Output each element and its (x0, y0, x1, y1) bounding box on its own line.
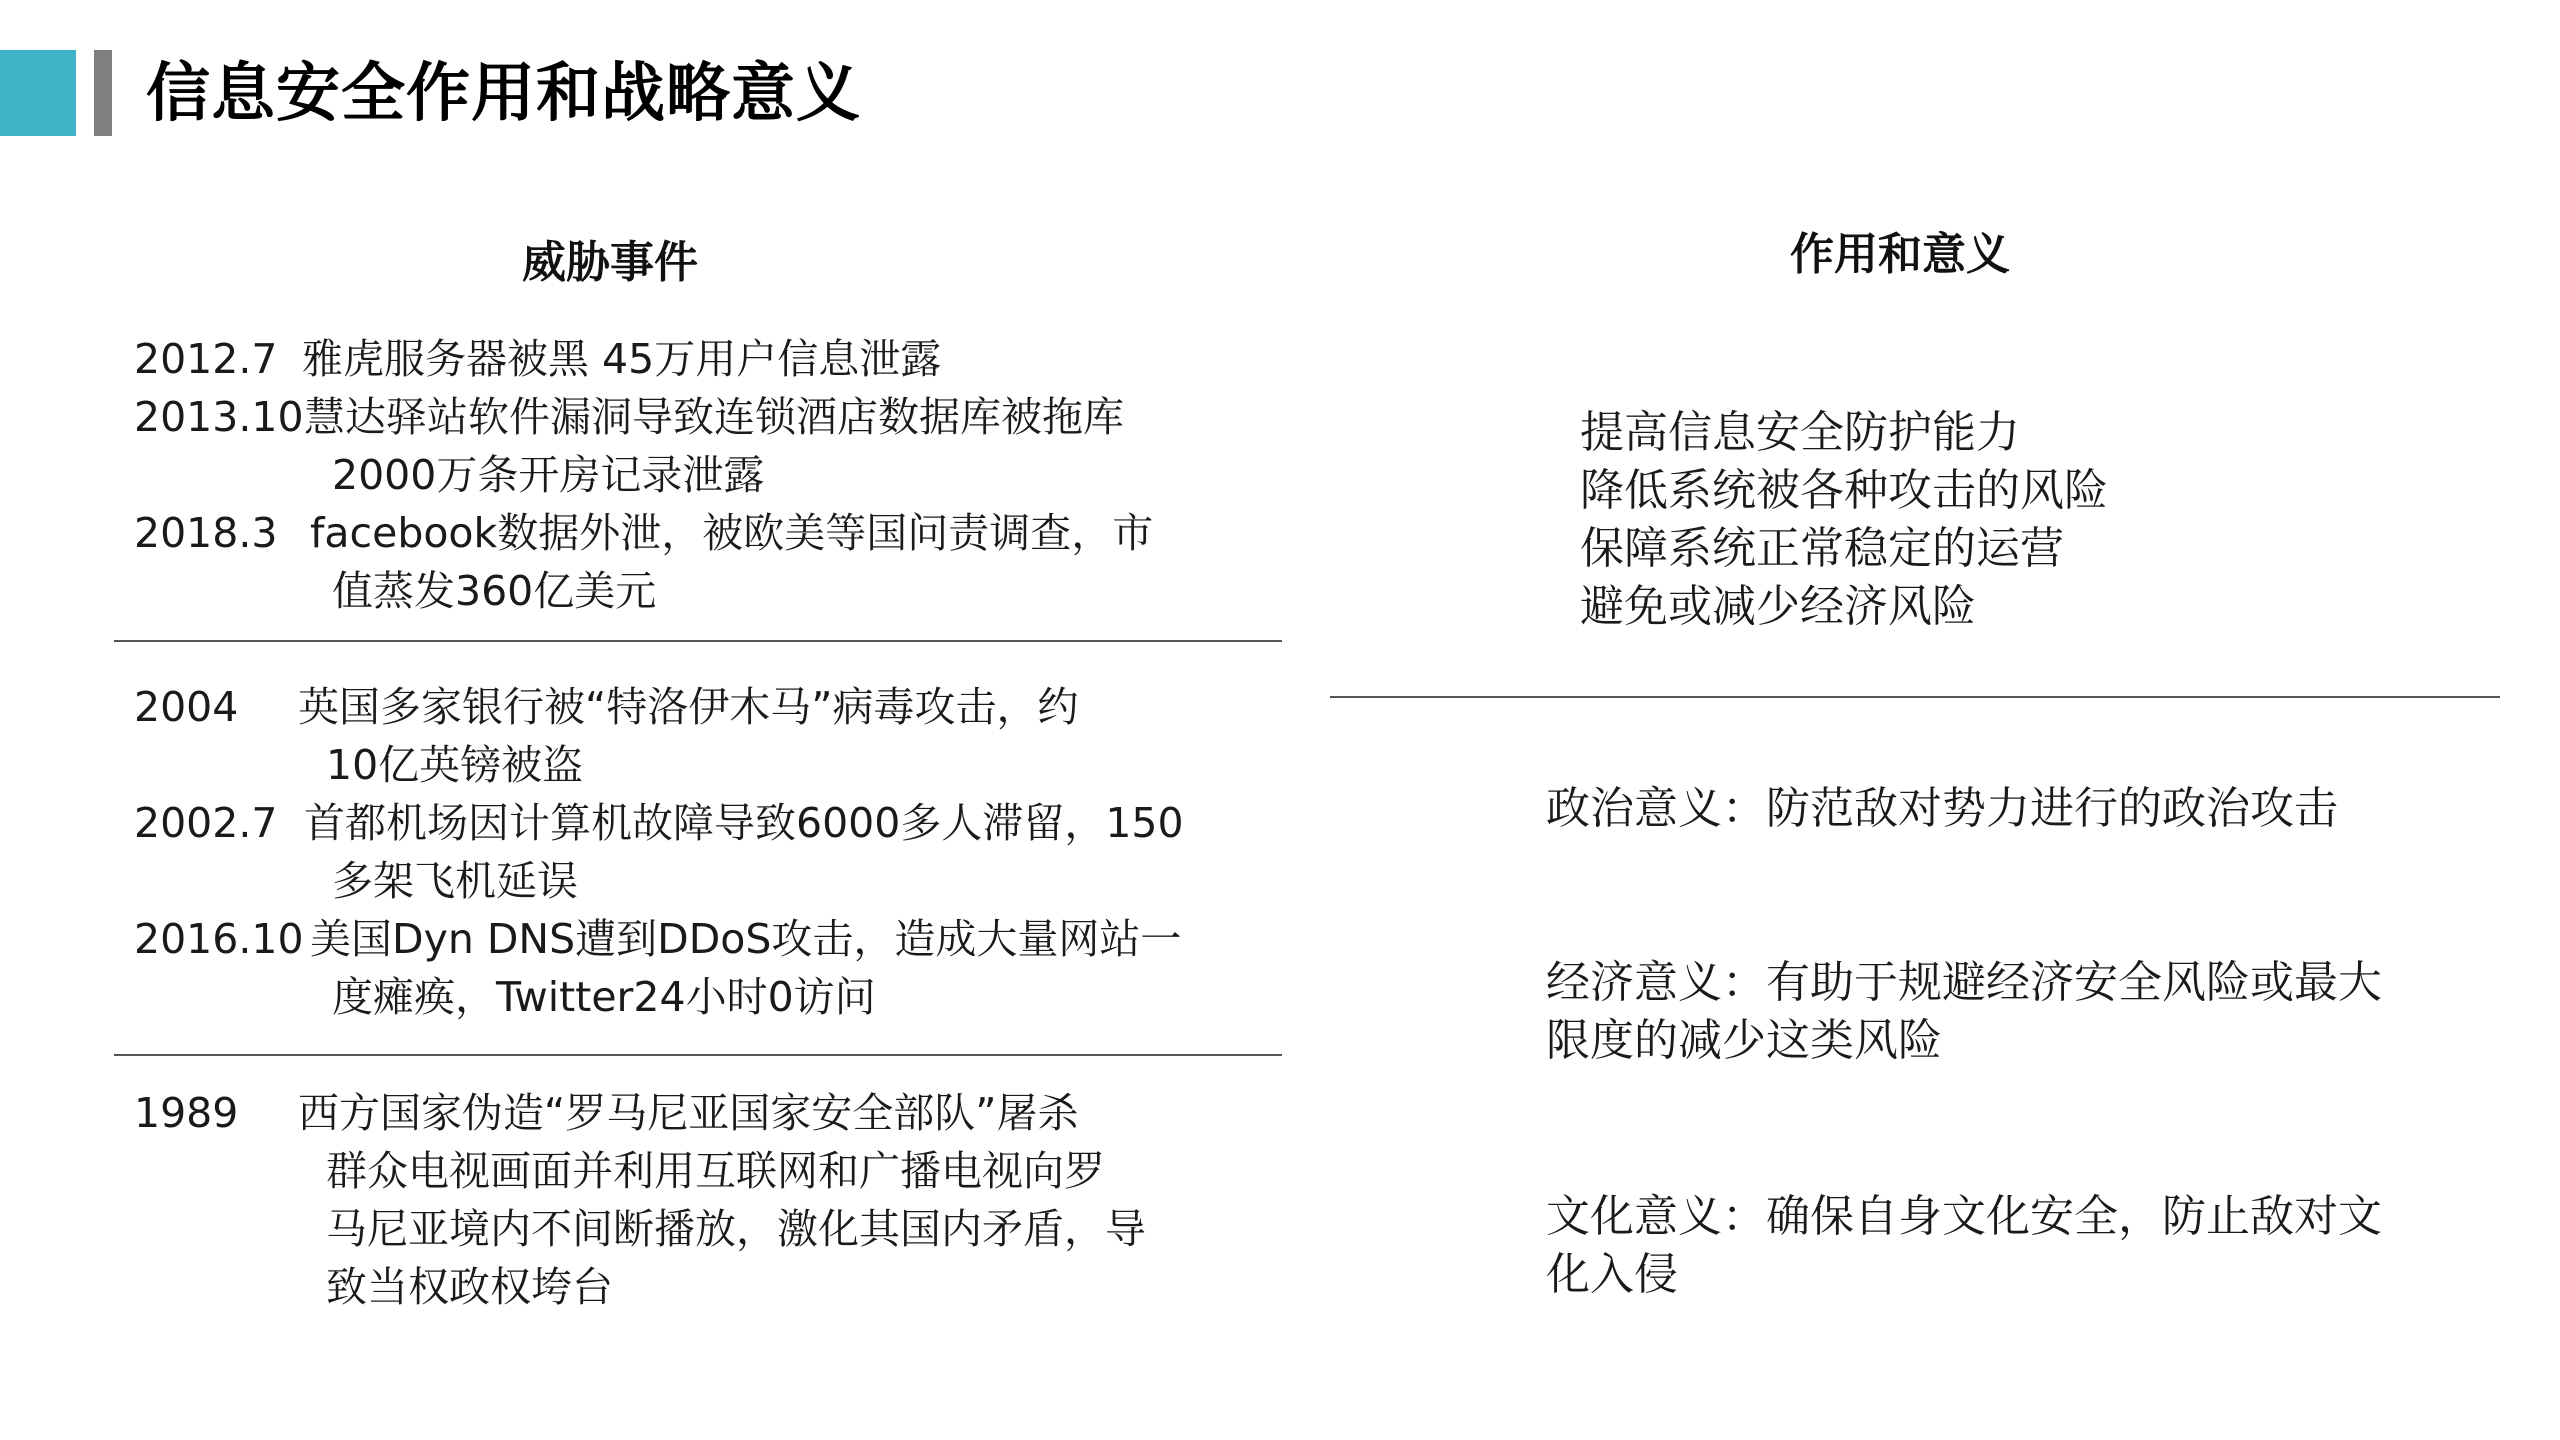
role-item: 保障系统正常稳定的运营 (1580, 523, 2064, 574)
role-list (1580, 404, 2108, 636)
event-date: 2016.10 (134, 915, 304, 963)
event-text-line: 2000万条开房记录泄露 (332, 451, 765, 499)
event-text (298, 678, 1078, 794)
event-date: 2002.7 (134, 799, 278, 847)
event-text (310, 504, 1153, 620)
page-title: 信息安全作用和战略意义 (146, 57, 861, 131)
event-item (134, 678, 1304, 794)
event-group-infrastructure (134, 678, 1304, 1026)
role-item: 避免或减少经济风险 (1580, 581, 1976, 632)
event-group-political (134, 1084, 1304, 1316)
meaning-line: 文化意义：确保自身文化安全，防止敌对文 (1546, 1191, 2382, 1242)
event-item (134, 388, 1304, 504)
event-text-line: 致当权政权垮台 (326, 1263, 613, 1311)
cultural-meaning (1546, 1188, 2506, 1304)
title-accent-bar (94, 50, 112, 136)
event-group-recent (134, 330, 1304, 620)
event-text-line: facebook数据外泄，被欧美等国问责调查，市 (310, 509, 1154, 557)
event-item (134, 1084, 1304, 1316)
event-date: 2012.7 (134, 335, 278, 383)
role-item: 提高信息安全防护能力 (1580, 407, 2020, 458)
political-meaning (1546, 780, 2506, 838)
event-text-line: 多架飞机延误 (332, 857, 578, 905)
event-text-line: 群众电视画面并利用互联网和广播电视向罗 (326, 1147, 1105, 1195)
event-item (134, 794, 1304, 910)
event-item (134, 504, 1304, 620)
event-text-line: 10亿英镑被盗 (326, 741, 584, 789)
economic-meaning (1546, 954, 2506, 1070)
event-text-line: 马尼亚境内不间断播放，激化其国内矛盾，导 (326, 1205, 1146, 1253)
event-text-line: 值蒸发360亿美元 (332, 567, 657, 615)
event-date: 2004 (134, 683, 239, 731)
meaning-line: 化入侵 (1546, 1249, 1678, 1300)
threat-events-heading: 威胁事件 (522, 237, 698, 288)
event-text-line: 首都机场因计算机故障导致6000多人滞留，150 (304, 799, 1184, 847)
event-date: 2013.10 (134, 393, 304, 441)
event-item (134, 330, 1304, 388)
event-text (304, 794, 1184, 910)
event-text-line: 雅虎服务器被黑 45万用户信息泄露 (302, 335, 942, 383)
event-text (304, 388, 1124, 504)
event-text-line: 慧达驿站软件漏洞导致连锁酒店数据库被拖库 (304, 393, 1124, 441)
role-item: 降低系统被各种攻击的风险 (1580, 465, 2108, 516)
meaning-line: 经济意义：有助于规避经济安全风险或最大 (1546, 957, 2382, 1008)
event-text-line: 度瘫痪，Twitter24小时0访问 (332, 973, 876, 1021)
event-text-line: 西方国家伪造“罗马尼亚国家安全部队”屠杀 (298, 1089, 1079, 1137)
event-date: 2018.3 (134, 509, 278, 557)
title-accent-block (0, 50, 76, 136)
event-text-line: 英国多家银行被“特洛伊木马”病毒攻击，约 (298, 683, 1079, 731)
event-text (302, 330, 941, 388)
event-item (134, 910, 1304, 1026)
event-date: 1989 (134, 1089, 239, 1137)
section-divider (114, 1054, 1282, 1056)
event-text (310, 910, 1181, 1026)
meaning-line: 政治意义：防范敌对势力进行的政治攻击 (1546, 783, 2338, 834)
event-text-line: 美国Dyn DNS遭到DDoS攻击，造成大量网站一 (310, 915, 1182, 963)
section-divider (114, 640, 1282, 642)
section-divider (1330, 696, 2500, 698)
event-text (298, 1084, 1146, 1316)
meaning-line: 限度的减少这类风险 (1546, 1015, 1942, 1066)
role-meaning-heading: 作用和意义 (1790, 229, 2010, 280)
